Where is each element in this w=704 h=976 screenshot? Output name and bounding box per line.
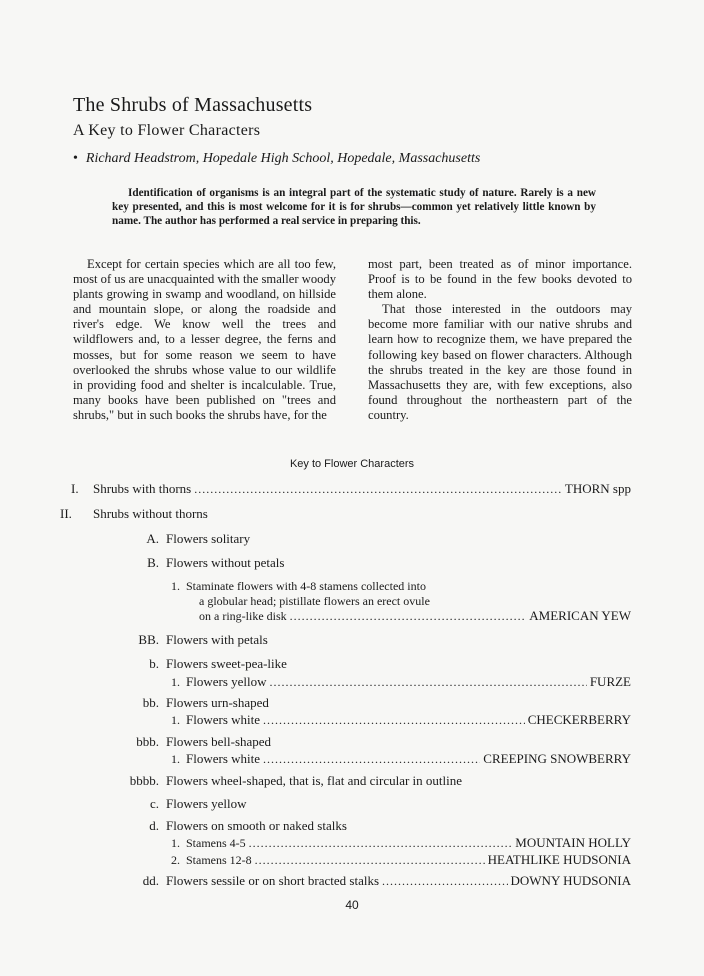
bullet-icon: • xyxy=(73,151,78,166)
page-number: 40 xyxy=(345,898,359,912)
key-text: Shrubs with thorns xyxy=(93,481,192,496)
key-text: Flowers sessile or on short bracted stalks xyxy=(166,873,380,888)
key-label: I. xyxy=(71,481,79,496)
key-entry xyxy=(147,555,285,571)
leader-dots xyxy=(249,835,513,851)
key-label: bbb. xyxy=(136,734,159,749)
editor-abstract: Identification of organisms is an integral part of the systematic study of nature. Rarely is a new key presented, and this is most welcome for it is for shrubs—common yet relatively little known by name. The author has performed a real service in preparing this. xyxy=(112,187,596,227)
leader-dots xyxy=(194,481,562,497)
purpose-paragraph: That those interested in the outdoors may become more familiar with our native shrubs and learn how to recognize them, we have prepared the following key based on flower characters. Although the shrubs treated in the key are those found in Massachusetts they are, with few exceptions, also found throughout the northeastern part of the country. xyxy=(368,302,632,422)
key-entry xyxy=(71,481,631,497)
key-label: 1. xyxy=(171,836,180,850)
key-text: Flowers wheel-shaped, that is, flat and circular in outline xyxy=(166,773,463,788)
key-answer: CHECKERBERRY xyxy=(527,712,631,727)
key-answer: AMERICAN YEW xyxy=(529,608,631,623)
key-entry xyxy=(171,674,631,690)
key-label: II. xyxy=(60,506,72,521)
key-text: Flowers bell-shaped xyxy=(166,734,272,749)
key-entry xyxy=(171,852,631,868)
key-entry xyxy=(149,796,247,812)
key-entry-continuation xyxy=(199,608,631,624)
leader-dots xyxy=(290,608,527,624)
key-label: b. xyxy=(149,656,159,671)
key-answer: THORN spp xyxy=(564,481,631,496)
key-label: d. xyxy=(149,818,159,833)
leader-dots xyxy=(382,873,507,889)
key-text: Flowers with petals xyxy=(166,632,268,647)
leader-dots xyxy=(255,852,485,868)
key-entry xyxy=(149,656,287,672)
key-label: bb. xyxy=(142,695,159,710)
key-entry xyxy=(142,873,631,889)
key-label: 1. xyxy=(171,752,180,766)
key-answer: HEATHLIKE HUDSONIA xyxy=(487,852,631,867)
key-answer: FURZE xyxy=(589,674,631,689)
author-byline xyxy=(73,151,480,167)
key-text: Flowers yellow xyxy=(186,674,267,689)
article-subtitle: A Key to Flower Characters xyxy=(73,122,261,139)
continued-paragraph: most part, been treated as of minor importance. Proof is to be found in the few books devoted to them alone. xyxy=(368,257,632,302)
key-entry xyxy=(129,773,463,789)
key-text: Stamens 12-8 xyxy=(186,853,252,867)
key-label: A. xyxy=(146,531,159,546)
key-answer: DOWNY HUDSONIA xyxy=(510,873,631,888)
key-text: Staminate flowers with 4-8 stamens collected into xyxy=(186,579,426,593)
key-text: Stamens 4-5 xyxy=(186,836,246,850)
key-answer: MOUNTAIN HOLLY xyxy=(515,835,631,850)
key-label: dd. xyxy=(142,873,159,888)
key-text: Flowers solitary xyxy=(166,531,251,546)
key-entry xyxy=(138,632,268,648)
leader-dots xyxy=(270,674,587,690)
key-entry xyxy=(136,734,272,750)
key-text: a globular head; pistillate flowers an erect ovule xyxy=(199,594,430,608)
key-label: bbbb. xyxy=(129,773,159,788)
key-entry xyxy=(171,835,631,851)
key-entry xyxy=(149,818,347,834)
key-entry xyxy=(142,695,269,711)
key-text: on a ring-like disk xyxy=(199,609,287,623)
key-text: Flowers without petals xyxy=(166,555,285,570)
key-text: Flowers on smooth or naked stalks xyxy=(166,818,347,833)
key-text: Flowers white xyxy=(186,751,261,766)
key-text: Flowers yellow xyxy=(166,796,247,811)
key-label: 2. xyxy=(171,853,180,867)
key-text: Flowers white xyxy=(186,712,261,727)
key-label: 1. xyxy=(171,579,180,593)
body-column-left xyxy=(73,257,336,423)
key-label: B. xyxy=(147,555,159,570)
article-title: The Shrubs of Massachusetts xyxy=(73,94,313,116)
key-entry xyxy=(171,578,426,594)
key-heading: Key to Flower Characters xyxy=(289,458,415,470)
key-text: Flowers sweet-pea-like xyxy=(166,656,287,671)
author-text: Richard Headstrom, Hopedale High School, Hopedale, Massachusetts xyxy=(85,151,481,166)
key-answer: CREEPING SNOWBERRY xyxy=(483,751,631,766)
key-label: BB. xyxy=(138,632,159,647)
key-entry xyxy=(171,751,631,767)
key-entry xyxy=(171,712,631,728)
leader-dots xyxy=(263,751,480,767)
body-column-right xyxy=(368,257,632,423)
key-entry xyxy=(146,531,251,547)
key-label: 1. xyxy=(171,713,180,727)
key-text: Flowers urn-shaped xyxy=(166,695,269,710)
key-entry xyxy=(60,506,208,522)
key-entry-continuation xyxy=(199,593,430,609)
leader-dots xyxy=(263,712,525,728)
intro-paragraph: Except for certain species which are all too few, most of us are unacquainted with the smaller woody plants growing in swamp and woodland, on hillside and mountain slope, or along the roadside and river's edge. We know well the trees and wildflowers and, to a lesser degree, the ferns and mosses, but for some reason we seem to have overlooked the shrubs whose value to our wildlife in providing food and shelter is incalculable. True, many books have been published on "trees and shrubs," but in such books the shrubs have, for the xyxy=(73,257,337,422)
key-label: c. xyxy=(149,796,159,811)
key-label: 1. xyxy=(171,675,180,689)
key-text: Shrubs without thorns xyxy=(93,506,208,521)
